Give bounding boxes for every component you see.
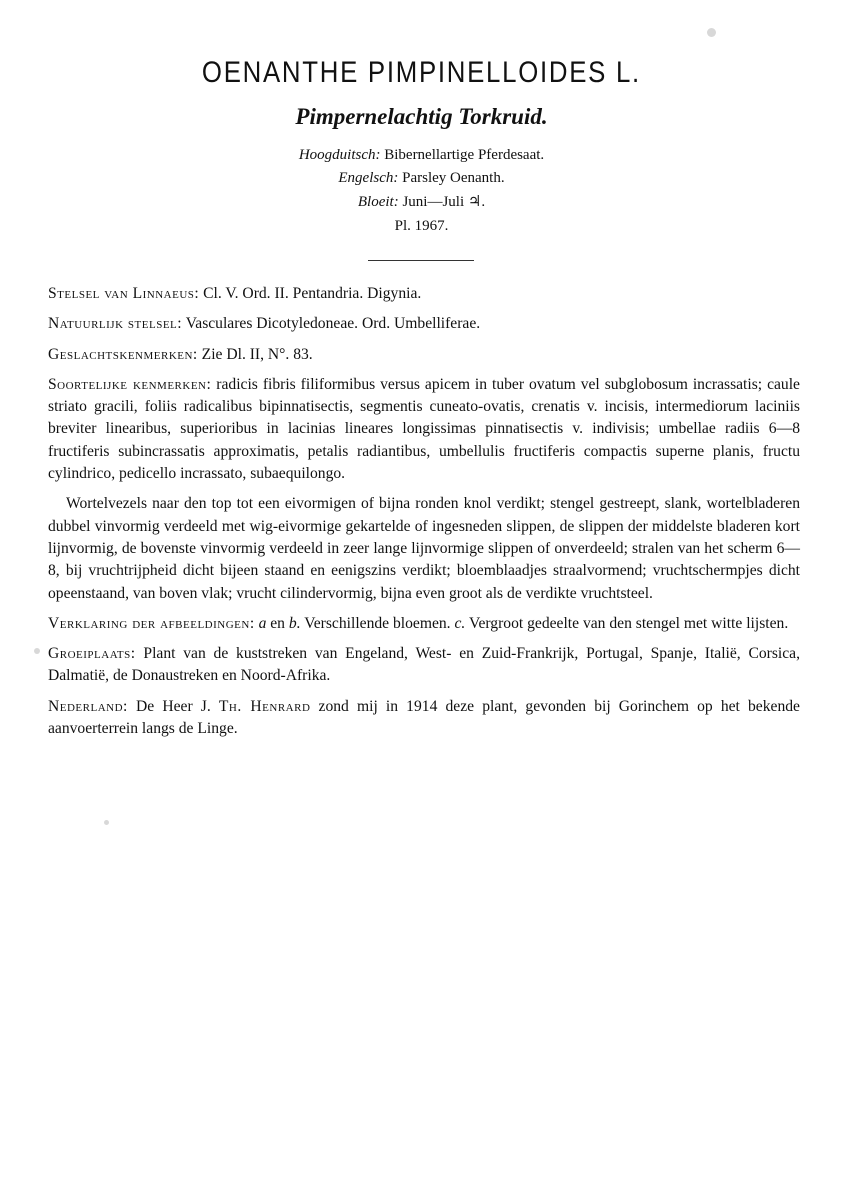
figures-paragraph [48,613,800,635]
figure-a: a [258,614,267,632]
german-label: Hoogduitsch: [298,147,381,163]
paper-speck [707,28,716,37]
habitat-paragraph [48,643,800,688]
species-label: Soortelijke kenmerken: [48,375,212,393]
plate-number: Pl. 1967. [394,218,449,234]
collector-name: Th. Henrard [218,697,311,715]
natural-system-text: Vasculares Dicotyledoneae. Ord. Umbelliferae. [185,315,481,333]
netherlands-text-1: De Heer J. [136,697,211,715]
bloom-label: Bloeit: [357,194,399,210]
species-title: OENANTHE PIMPINELLOIDES L. [201,56,641,89]
figure-c: c. [454,614,466,632]
german-name-line [0,147,843,164]
figures-label: Verklaring der afbeeldingen: [48,614,255,632]
bloom-value: Juni—Juli ♃. [402,194,486,210]
species-text: radicis fibris filiformibus versus apicem in tuber ovatum vel subglobosum incrassatis; caule striato gracili, foliis radicalibus bipinnatisectis, segmentis cuneato-ovatis, crenatis v. incisis, intermediorum laciniis breviter linearibus, superioribus in lacinias lineares longissimas pinnatisectis v. indivisis; umbellae radiis 6—8 fructiferis subincrassatis approximatis, petalis radiantibus, umbellulis fructiferis compactis superne planis, fructu cylindrico, pedicello incrassato, subaequilongo. [48,375,800,483]
natural-system-label: Natuurlijk stelsel: [48,315,183,333]
paper-speck [34,648,40,654]
main-text [48,283,800,748]
divider [368,260,474,261]
natural-system-paragraph [48,313,800,335]
netherlands-paragraph [48,696,800,741]
bloom-line [0,192,843,211]
figures-text-1: Verschillende bloemen. [304,614,451,632]
genus-label: Geslachtskenmerken: [48,345,198,363]
linnaeus-paragraph [48,283,800,305]
german-value: Bibernellartige Pferdesaat. [384,147,545,163]
genus-paragraph [48,344,800,366]
english-value: Parsley Oenanth. [402,170,505,186]
linnaeus-label: Stelsel van Linnaeus: [48,285,200,302]
habitat-label: Groeiplaats: [48,645,136,663]
figure-b: b. [288,614,301,632]
netherlands-label: Nederland: [48,697,128,715]
species-paragraph [48,374,800,485]
genus-text: Zie Dl. II, N°. 83. [201,345,313,363]
dutch-name: Pimpernelachtig Torkruid. [295,104,548,129]
paper-speck [104,820,109,825]
habitat-text: Plant van de kuststreken van Engeland, West- en Zuid-Frankrijk, Portugal, Spanje, Italië, Corsica, Dalmatië, de Donaustreken en Noord-Afrika. [48,645,801,685]
figures-text-2: Vergroot gedeelte van den stengel met witte lijsten. [468,614,789,632]
english-label: Engelsch: [338,170,399,186]
netherlands-text-2: zond mij in 1914 deze plant, gevonden bij Gorinchem op het bekende aanvoerterrein langs de Linge. [48,697,800,738]
linnaeus-text: Cl. V. Ord. II. Pentandria. Digynia. [203,285,422,302]
description-paragraph: Wortelvezels naar den top tot een eivormigen of bijna ronden knol verdikt; stengel gestreept, slank, wortelbladeren dubbel vinvormig verdeeld met wig-eivormige gekartelde of ingesneden slippen, de slippen der middelste bladeren kort lijnvormig, de bovenste vinvormig verdeeld in zeer lange lijnvormige slippen of onverdeeld; stralen van het scherm 6—8, bij vruchtrijpheid dicht bijeen staand en eenigszins verdikt; bloemblaadjes straalvormend; vruchtschermpjes dicht opeenstaand, van boven vlak; vrucht cilindervormig, bijna even groot als de verdikte vruchtsteel. [48,495,800,602]
english-name-line [0,170,843,187]
figure-and: en [270,614,285,632]
